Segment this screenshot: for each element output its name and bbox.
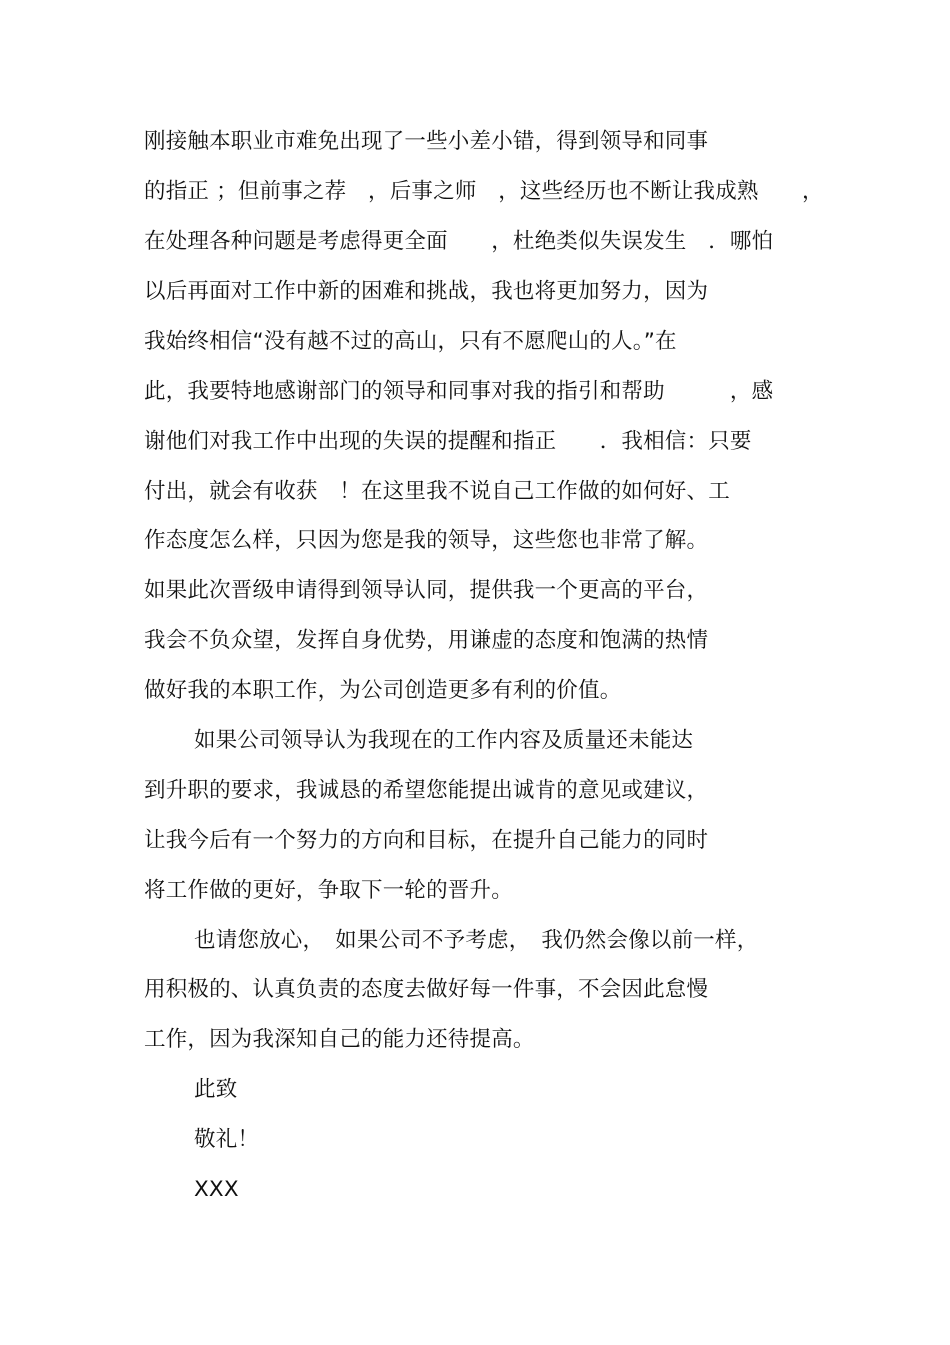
body-line: 刚接触本职业市难免出现了一些小差小错，得到领导和同事 [144,129,709,154]
body-line: 的指正 ；但前事之荐 ，后事之师 ，这些经历也不断让我成熟 ， [144,179,824,204]
body-line: 我会不负众望，发挥自身优势，用谦虚的态度和饱满的热情 [144,628,709,653]
body-line: 工作，因为我深知自己的能力还待提高。 [144,1027,535,1052]
body-line: 如果此次晋级申请得到领导认同，提供我一个更高的平台， [144,578,709,603]
body-line: 让我今后有一个努力的方向和目标，在提升自己能力的同时 [144,828,709,853]
closing-regards: 敬礼！ [194,1127,260,1152]
body-line: 我始终相信“没有越不过的高山，只有不愿爬山的人。”在 [144,329,677,354]
body-line: 用积极的、认真负责的态度去做好每一件事，不会因此怠慢 [144,977,709,1002]
closing-salutation: 此致 [194,1077,238,1102]
body-line: 到升职的要求，我诚恳的希望您能提出诚肯的意见或建议， [144,778,709,803]
body-line: 以后再面对工作中新的困难和挑战，我也将更加努力，因为 [144,279,709,304]
body-line: 此，我要特地感谢部门的领导和同事对我的指引和帮助 ，感 [144,379,774,404]
body-line: 做好我的本职工作，为公司创造更多有利的价值。 [144,678,622,703]
body-line: 在处理各种问题是考虑得更全面 ，杜绝类似失误发生 ．哪怕 [144,229,774,254]
body-line: 付出，就会有收获 ！在这里我不说自己工作做的如何好、工 [144,479,730,504]
body-line: 作态度怎么样，只因为您是我的领导，这些您也非常了解。 [144,528,709,553]
signature: XXX [194,1177,239,1202]
body-line: 将工作做的更好，争取下一轮的晋升。 [144,878,513,903]
paragraph-first-line: 如果公司领导认为我现在的工作内容及质量还未能达 [194,728,694,753]
paragraph-first-line: 也请您放心， 如果公司不予考虑， 我仍然会像以前一样， [194,928,759,953]
body-line: 谢他们对我工作中出现的失误的提醒和指正 ．我相信：只要 [144,429,752,454]
